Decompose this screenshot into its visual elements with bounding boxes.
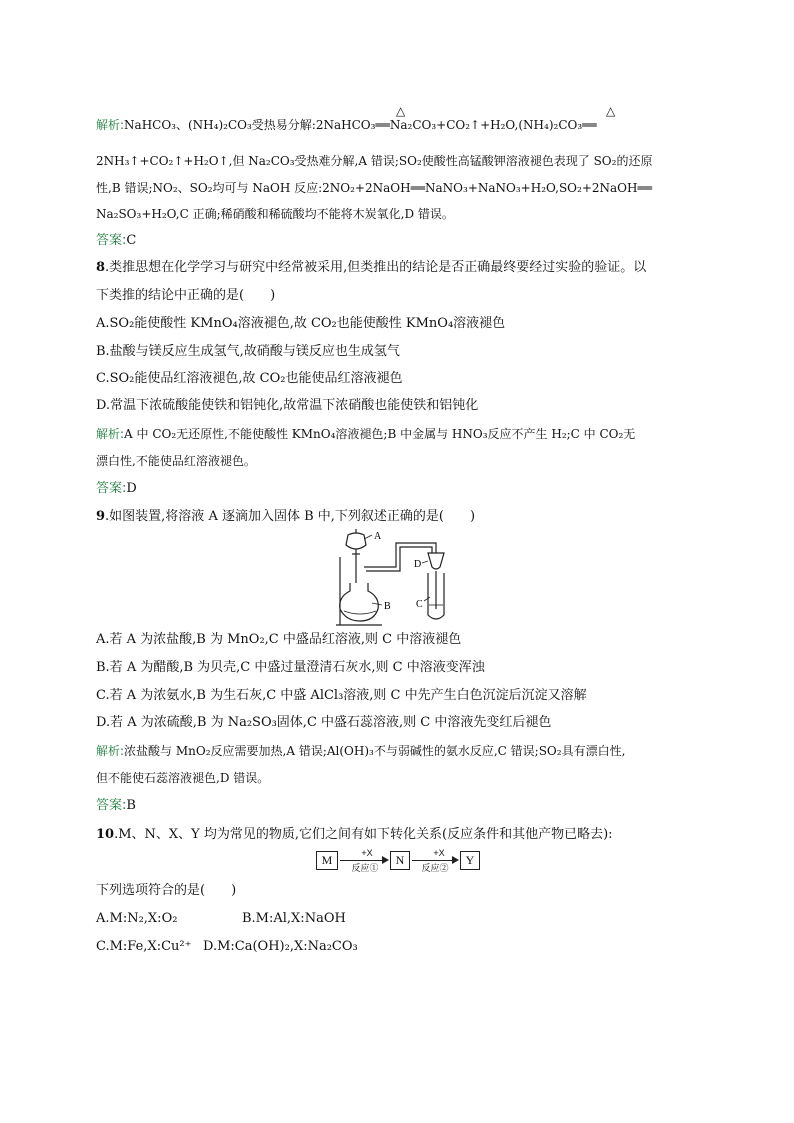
answer-value: D — [126, 481, 137, 496]
q8-option-b: B.盐酸与镁反应生成氢气,故硝酸与镁反应也生成氢气 — [96, 344, 400, 359]
q10-option-a: A.M:N₂,X:O₂ — [96, 911, 178, 926]
q10-stem — [96, 826, 613, 844]
answer-label: 答案: — [96, 233, 127, 248]
q8-option-d: D.常温下浓硫酸能使铁和铝钝化,故常温下浓硝酸也能使铁和铝钝化 — [96, 398, 479, 413]
q7-explanation-line1 — [96, 116, 597, 134]
answer-value: C — [126, 233, 137, 248]
label-c: C — [416, 599, 423, 610]
question-number: 10 — [96, 827, 115, 842]
q8-answer — [96, 480, 137, 498]
answer-label: 答案: — [96, 481, 127, 496]
q9-option-a: A.若 A 为浓盐酸,B 为 MnO₂,C 中盛品红溶液,则 C 中溶液褪色 — [96, 632, 462, 647]
question-stem: .类推思想在化学学习与研究中经常被采用,但类推出的结论是否正确最终要经过实验的验证。以 — [105, 260, 647, 275]
q9-explanation-line1 — [96, 742, 625, 760]
q10-option-c: C.M:Fe,X:Cu²⁺ — [96, 939, 192, 954]
arrow1-top-label: +X — [361, 848, 373, 858]
q9-explanation-line2: 但不能使石蕊溶液褪色,D 错误。 — [96, 771, 270, 785]
q9-stem — [96, 508, 475, 526]
q7-explanation-line4: Na₂SO₃+H₂O,C 正确;稀硝酸和稀硫酸均不能将木炭氧化,D 错误。 — [96, 207, 454, 221]
q8-option-c: C.SO₂能使品红溶液褪色,故 CO₂也能使品红溶液褪色 — [96, 371, 403, 386]
q10-prompt: 下列选项符合的是( ) — [96, 883, 237, 898]
q7-answer — [96, 232, 136, 250]
q8-stem-line2: 下类推的结论中正确的是( ) — [96, 288, 276, 303]
explanation-label: 解析: — [96, 744, 125, 758]
heat-symbol-1: △ — [396, 104, 406, 118]
question-stem: .如图装置,将溶液 A 逐滴加入固体 B 中,下列叙述正确的是( ) — [105, 509, 476, 524]
question-number: 8 — [96, 260, 106, 275]
label-b: B — [384, 601, 391, 612]
q8-explanation-line1 — [96, 425, 635, 443]
separatory-funnel — [346, 533, 366, 549]
q8-option-a: A.SO₂能使酸性 KMnO₄溶液褪色,故 CO₂也能使酸性 KMnO₄溶液褪色 — [96, 316, 506, 331]
q10-option-d: D.M:Ca(OH)₂,X:Na₂CO₃ — [203, 939, 358, 954]
drying-funnel — [428, 553, 444, 569]
label-d: D — [414, 559, 422, 570]
q9-option-c: C.若 A 为浓氨水,B 为生石灰,C 中盛 AlCl₃溶液,则 C 中先产生白色沉淀后沉淀又溶解 — [96, 688, 587, 703]
apparatus-figure — [336, 527, 486, 627]
box-n: N — [390, 851, 410, 870]
arrow2-top-label: +X — [433, 848, 445, 858]
answer-value: B — [126, 798, 136, 813]
explanation-text: A 中 CO₂无还原性,不能使酸性 KMnO₄溶液褪色;B 中金属与 HNO₃反应不产生 H₂;C 中 CO₂无 — [124, 427, 636, 441]
arrow2-bottom-label: 反应② — [421, 863, 449, 873]
q8-stem-line1 — [96, 259, 646, 277]
box-y: Y — [460, 851, 480, 870]
arrow1-bottom-label: 反应① — [351, 863, 379, 873]
question-number: 9 — [96, 509, 106, 524]
q9-option-b: B.若 A 为醋酸,B 为贝壳,C 中盛过量澄清石灰水,则 C 中溶液变浑浊 — [96, 660, 485, 675]
explanation-label: 解析: — [96, 427, 125, 441]
q7-explanation-line2: 2NH₃↑+CO₂↑+H₂O↑,但 Na₂CO₃受热难分解,A 错误;SO₂使酸性高锰酸钾溶液褪色表现了 SO₂的还原 — [96, 154, 653, 168]
question-stem: .M、N、X、Y 均为常见的物质,它们之间有如下转化关系(反应条件和其他产物已略去): — [114, 827, 613, 842]
q8-explanation-line2: 漂白性,不能使品红溶液褪色。 — [96, 454, 256, 468]
round-flask — [340, 583, 379, 621]
explanation-text: 浓盐酸与 MnO₂反应需要加热,A 错误;Al(OH)₃不与弱碱性的氨水反应,C 错误;SO₂具有漂白性, — [124, 744, 626, 758]
q7-explanation-line3: 性,B 错误;NO₂、SO₂均可与 NaOH 反应:2NO₂+2NaOH══NaNO₃+NaNO₃+H₂O,SO₂+2NaOH══ — [96, 181, 652, 195]
q10-option-b: B.M:Al,X:NaOH — [242, 911, 346, 926]
q9-option-d: D.若 A 为浓硫酸,B 为 Na₂SO₃固体,C 中盛石蕊溶液,则 C 中溶液先变红后褪色 — [96, 715, 552, 730]
box-m: M — [316, 851, 338, 870]
answer-label: 答案: — [96, 798, 127, 813]
q9-answer — [96, 797, 136, 815]
explanation-text: NaHCO₃、(NH₄)₂CO₃受热易分解:2NaHCO₃══Na₂CO₃+CO₂↑+H₂O,(NH₄)₂CO₃══ — [124, 118, 597, 132]
transformation-diagram — [316, 848, 478, 873]
label-a: A — [374, 531, 382, 542]
heat-symbol-2: △ — [606, 104, 616, 118]
explanation-label: 解析: — [96, 118, 125, 132]
